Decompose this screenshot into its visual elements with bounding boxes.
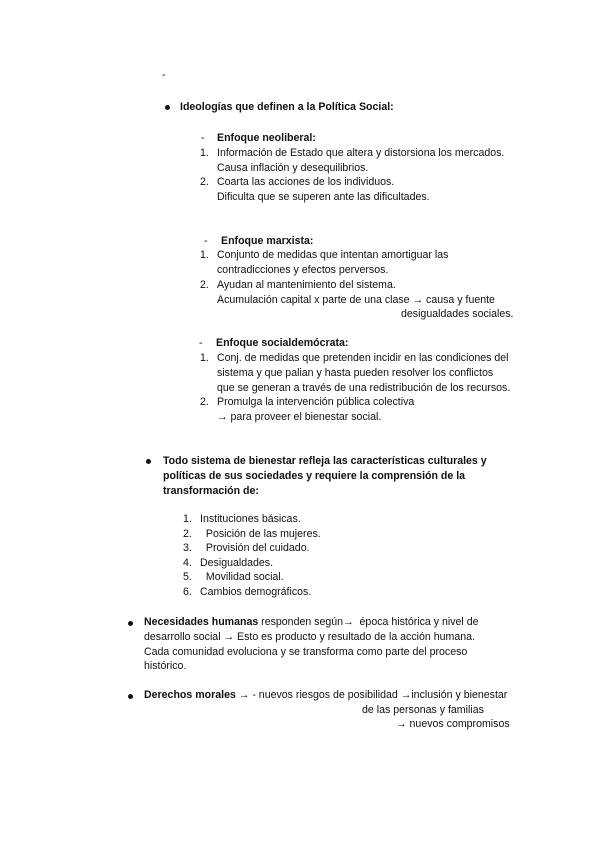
derechos-line-1: [144, 688, 507, 703]
bienestar-item-6-num: 6.: [183, 586, 192, 598]
neoliberal-dash: -: [201, 132, 205, 144]
socialdemocrata-dash: -: [199, 337, 203, 349]
bienestar-item-3-num: 3.: [183, 542, 192, 554]
marxista-dash: -: [204, 235, 208, 247]
bienestar-item-4-num: 4.: [183, 557, 192, 569]
bullet-ideologias: [165, 105, 170, 110]
derechos-rest: → - nuevos riesgos de posibilidad →inclusión y bienestar: [235, 689, 508, 701]
marxista-item-2-line-2: Acumulación capital x parte de una clase → causa y fuente: [217, 294, 495, 306]
neoliberal-title: Enfoque neoliberal:: [217, 132, 316, 144]
socialdemocrata-item-2-num: 2.: [200, 396, 209, 408]
socialdemocrata-item-2-line-2: → para proveer el bienestar social.: [217, 411, 382, 423]
top-dash: -: [162, 69, 166, 81]
necesidades-bold: Necesidades humanas: [144, 616, 259, 628]
bienestar-item-2-text: Posición de las mujeres.: [200, 528, 321, 540]
bienestar-item-1-num: 1.: [183, 513, 192, 525]
socialdemocrata-item-1-num: 1.: [200, 352, 209, 364]
bienestar-item-5-num: 5.: [183, 571, 192, 583]
bienestar-item-4-text: Desigualdades.: [200, 557, 274, 569]
socialdemocrata-item-1-line-3: que se generan a través de una redistribución de los recursos.: [217, 382, 511, 394]
bienestar-line-3: transformación de:: [163, 485, 259, 497]
marxista-item-2-line-3: desigualdades sociales.: [401, 308, 514, 320]
neoliberal-item-2-line-1: Coarta las acciones de los individuos.: [217, 176, 395, 188]
necesidades-rest: responden según→ época histórica y nivel de: [258, 616, 479, 628]
ideologias-heading: Ideologías que definen a la Política Social:: [180, 101, 394, 113]
necesidades-line-4: histórico.: [144, 660, 187, 672]
neoliberal-item-1-line-1: Información de Estado que altera y distorsiona los mercados.: [217, 147, 505, 159]
neoliberal-item-1-line-2: Causa inflación y desequilibrios.: [217, 162, 369, 174]
socialdemocrata-item-1-line-1: Conj. de medidas que pretenden incidir en las condiciones del: [217, 352, 509, 364]
bienestar-item-2-num: 2.: [183, 528, 192, 540]
bienestar-item-6-text: Cambios demográficos.: [200, 586, 312, 598]
bullet-derechos: [128, 694, 133, 699]
necesidades-line-1: [144, 615, 478, 630]
derechos-line-2: de las personas y familias: [362, 704, 484, 716]
marxista-item-2-line-1: Ayudan al mantenimiento del sistema.: [217, 279, 396, 291]
neoliberal-item-2-num: 2.: [200, 176, 209, 188]
marxista-item-2-num: 2.: [200, 279, 209, 291]
bullet-bienestar: [146, 459, 151, 464]
marxista-item-1-line-2: contradicciones y efectos perversos.: [217, 264, 389, 276]
socialdemocrata-item-1-line-2: sistema y que palian y hasta pueden resolver los conflictos: [217, 367, 494, 379]
socialdemocrata-title: Enfoque socialdemócrata:: [216, 337, 349, 349]
bienestar-item-5-text: Movilidad social.: [200, 571, 284, 583]
marxista-item-1-line-1: Conjunto de medidas que intentan amortiguar las: [217, 249, 449, 261]
derechos-bold: Derechos morales: [144, 689, 236, 701]
socialdemocrata-item-2-line-1: Promulga la intervención pública colectiva: [217, 396, 415, 408]
necesidades-line-2: desarrollo social → Esto es producto y resultado de la acción humana.: [144, 631, 475, 643]
bullet-necesidades: [128, 621, 133, 626]
neoliberal-item-1-num: 1.: [200, 147, 209, 159]
bienestar-line-2: políticas de sus sociedades y requiere la comprensión de la: [163, 470, 466, 482]
derechos-line-3: → nuevos compromisos: [396, 718, 510, 730]
bienestar-item-1-text: Instituciones básicas.: [200, 513, 301, 525]
bienestar-line-1: Todo sistema de bienestar refleja las características culturales y: [163, 455, 487, 467]
bienestar-item-3-text: Provisión del cuidado.: [200, 542, 310, 554]
necesidades-line-3: Cada comunidad evoluciona y se transforma como parte del proceso: [144, 646, 468, 658]
marxista-item-1-num: 1.: [200, 249, 209, 261]
neoliberal-item-2-line-2: Dificulta que se superen ante las dificultades.: [217, 191, 430, 203]
marxista-title: Enfoque marxista:: [221, 235, 314, 247]
